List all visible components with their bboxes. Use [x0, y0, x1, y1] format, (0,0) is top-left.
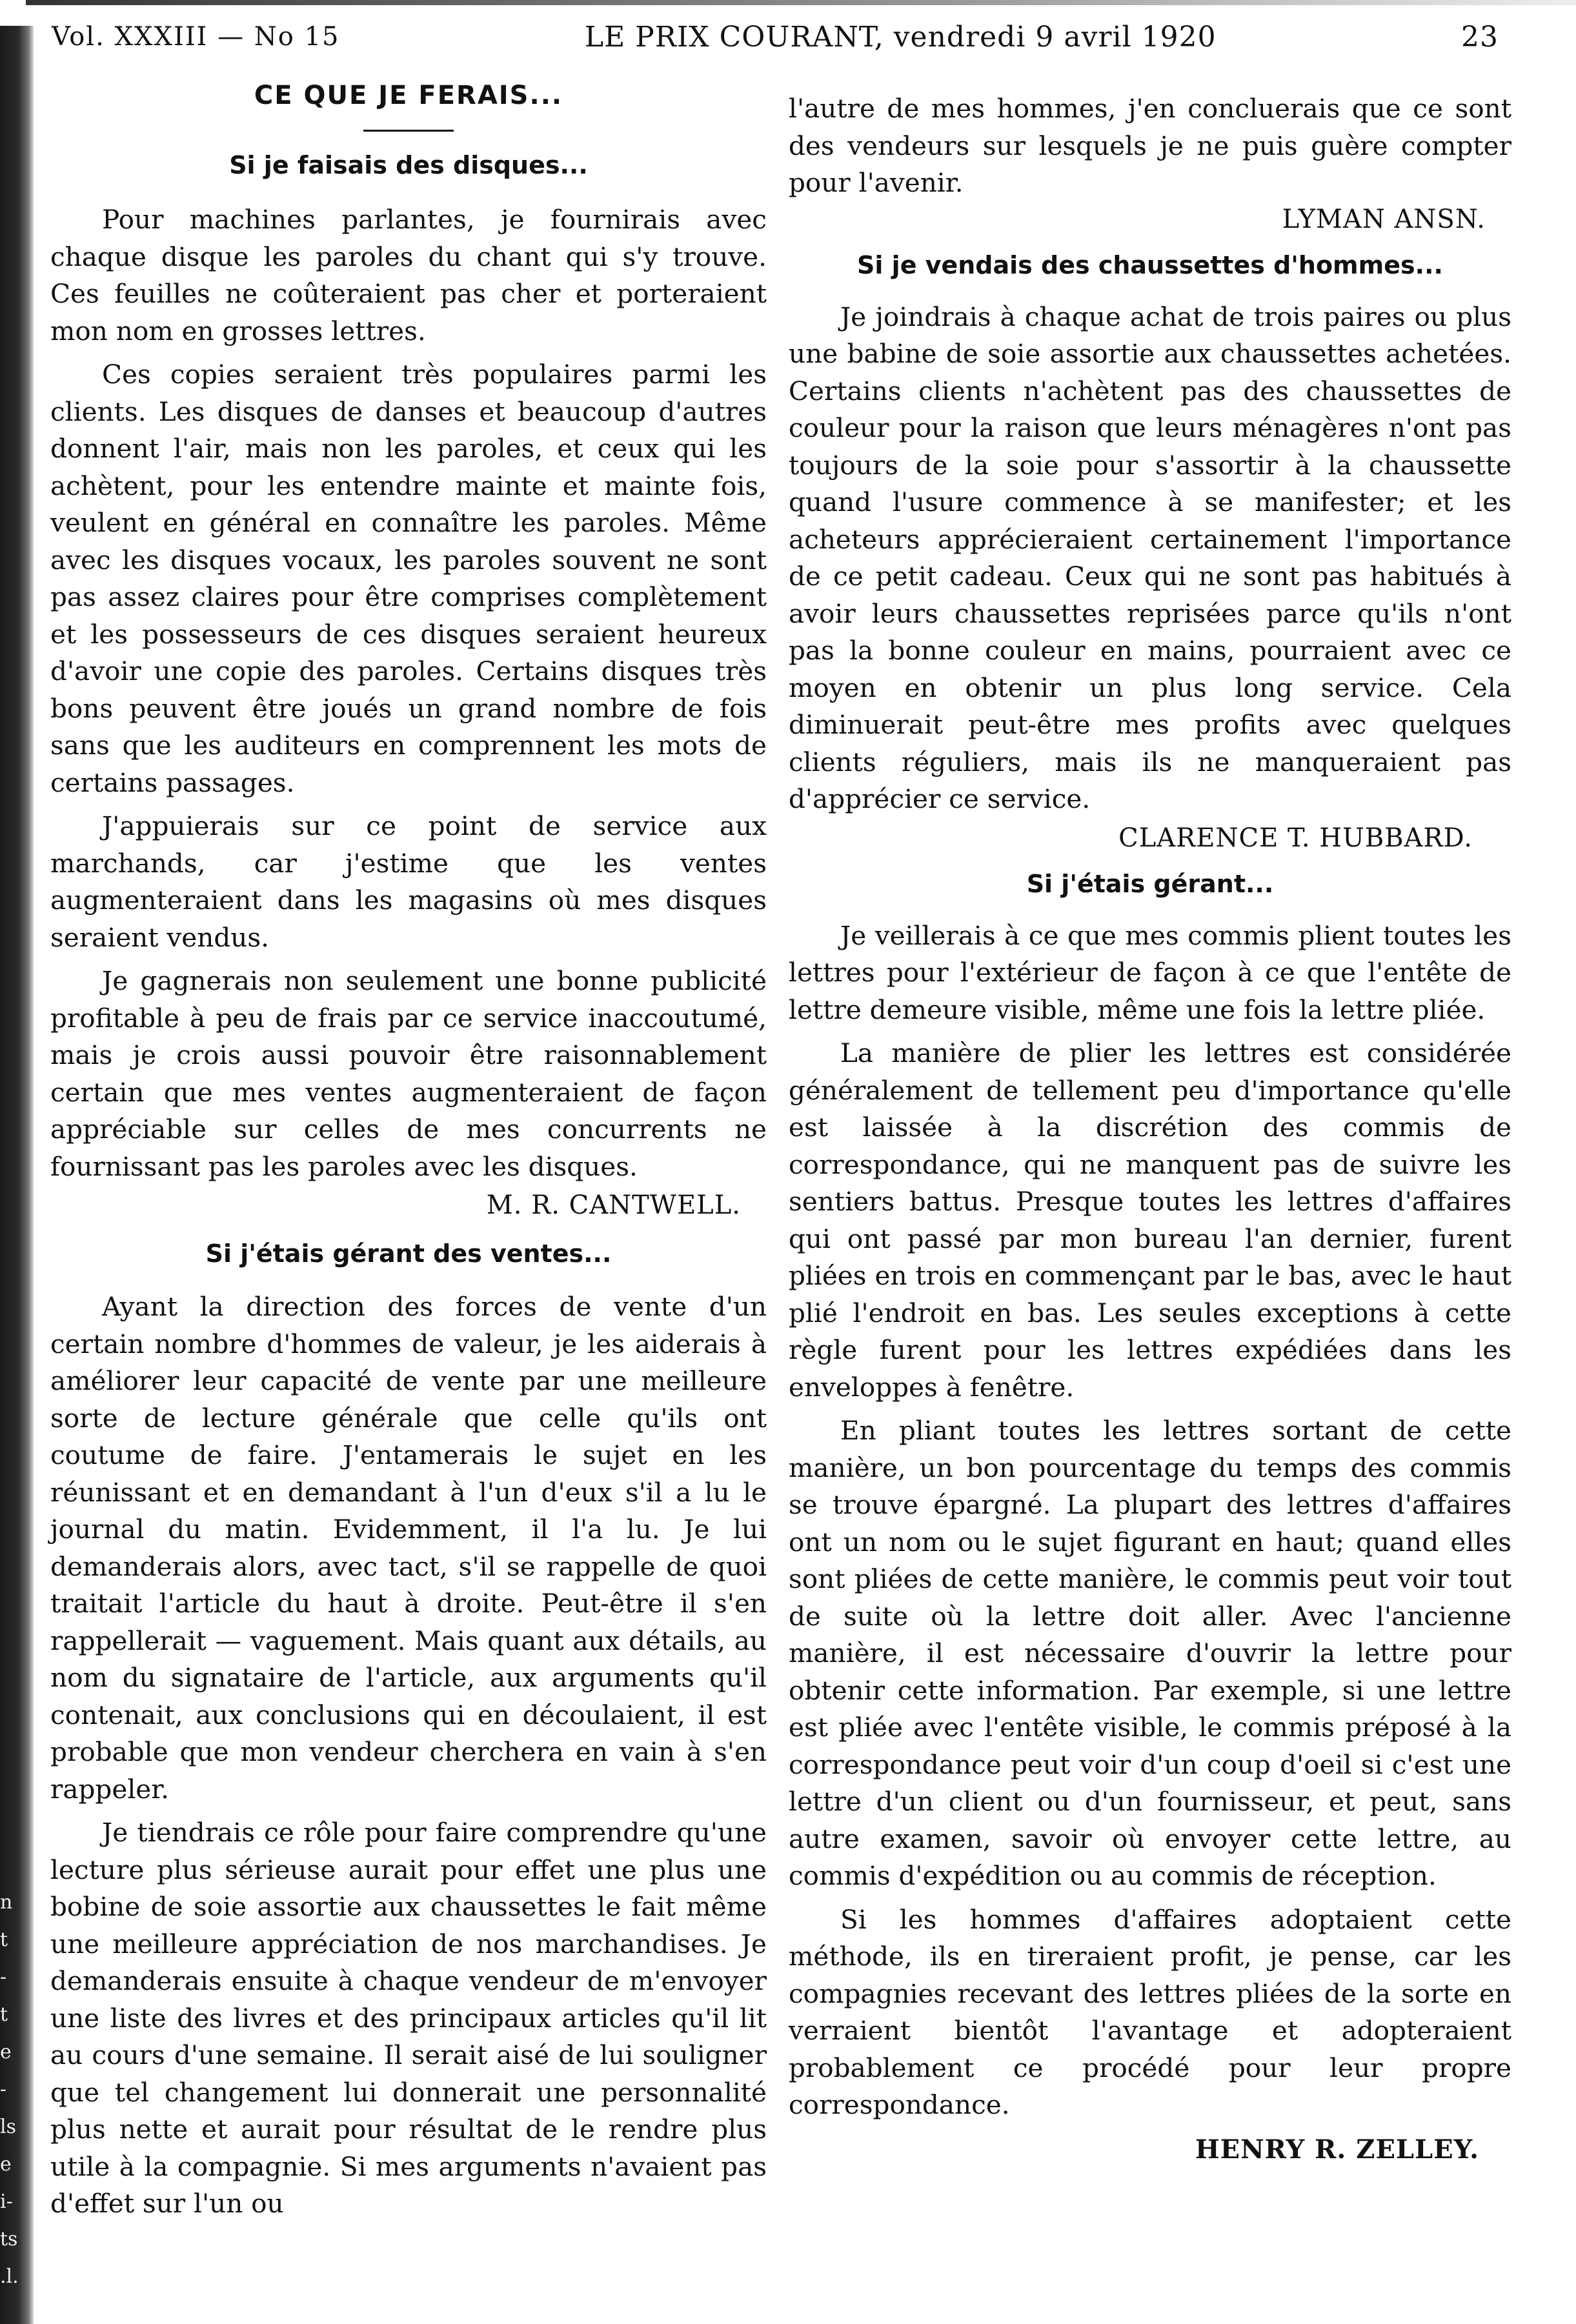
gutter-fragments: n t - t e - ls e i- ts .l.: [0, 1891, 19, 2288]
paragraph: Si les hommes d'affaires adoptaient cette méthode, ils en tireraient profit, je pense, car les compagnies recevant des lettres pliées de la sorte en verraient bientôt l'avantage et adopteraient probablement ce procédé pour leur propre correspondance.: [789, 1903, 1511, 2120]
signature-ansn: LYMAN ANSN.: [1282, 204, 1486, 234]
paragraph: Je joindrais à chaque achat de trois paires ou plus une babine de soie assortie aux chaussettes achetées. Certains clients n'achètent pas des chaussettes de couleur pour la raison que leurs ménagères n'ont pas toujours de la soie pour s'assortir à la chaussette quand l'usure commence à se manifester; et les acheteurs apprécieraient certainement l'importance de ce petit cadeau. Ceux qui ne sont pas habitués à avoir leurs chaussettes reprisées parce qu'ils n'ont pas la bonne couleur en mains, pourraient avec ce moyen en obtenir un plus long service. Cela diminuerait peut-être mes profits avec quelques clients réguliers, mais ils ne manqueraient pas d'apprécier ce service.: [789, 301, 1511, 814]
page-number: 23: [1460, 20, 1499, 54]
right-column: [789, 90, 1511, 2167]
masthead: LE PRIX COURANT, vendredi 9 avril 1920: [584, 20, 1217, 54]
section-heading-chaussettes: Si je vendais des chaussettes d'hommes...: [857, 250, 1443, 279]
section-heading-disques: Si je faisais des disques...: [229, 151, 588, 179]
paragraph: Pour machines parlantes, je fournirais avec chaque disque les paroles du chant qui s'y trouve. Ces feuilles ne coûteraient pas cher et porteraient mon nom en grosses lettres.: [50, 204, 767, 346]
title-rule: [363, 130, 454, 132]
binding-gutter: [0, 26, 34, 2324]
page-top-edge: [26, 0, 1576, 5]
paragraph: J'appuierais sur ce point de service aux marchands, car j'estime que les ventes augmenteraient dans les magasins où mes disques seraient vendus.: [50, 810, 767, 953]
left-column: [50, 81, 767, 2223]
paragraph: Je tiendrais ce rôle pour faire comprendre qu'une lecture plus sérieuse aurait pour effet une plus une bobine de soie assortie aux chaussettes le fait même une meilleure appréciation de nos marchandises. Je demanderais ensuite à chaque vendeur de m'envoyer une liste des livres et des principaux articles qu'il lit au cours d'une semaine. Il serait aisé de lui souligner que tel changement lui donnerait une personnalité plus nette et aurait pour résultat de le rendre plus utile à la compagnie. Si mes arguments n'avaient pas d'effet sur l'un ou: [50, 1817, 767, 2219]
paragraph: l'autre de mes hommes, j'en concluerais que ce sont des vendeurs sur lesquels je ne puis guère compter pour l'avenir.: [789, 93, 1511, 198]
article-title: CE QUE JE FERAIS...: [254, 81, 563, 110]
paragraph: Je gagnerais non seulement une bonne publicité profitable à peu de frais par ce service inaccoutumé, mais je crois aussi pouvoir être raisonnablement certain que mes ventes augmenteraient de façon appréciable sur celles de mes concurrents ne fournissant pas les paroles avec les disques.: [50, 965, 767, 1182]
paragraph: La manière de plier les lettres est considérée généralement de tellement peu d'importance qu'elle est laissée à la discrétion des commis de correspondance, qui ne manquent pas de suivre les sentiers battus. Presque toutes les lettres d'affaires qui ont passé par mon bureau l'an dernier, furent pliées en trois en commençant par le bas, avec le haut plié l'endroit en bas. Les seules exceptions à cette règle furent pour les lettres expédiées dans les enveloppes à fenêtre.: [789, 1037, 1511, 1403]
paragraph: En pliant toutes les lettres sortant de cette manière, un bon pourcentage du temps des commis se trouve épargné. La plupart des lettres d'affaires ont un nom ou le sujet figurant en haut; quand elles sont pliées de cette manière, le commis peut voir tout de suite où la lettre doit aller. Avec l'ancienne manière, il est nécessaire d'ouvrir la lettre pour obtenir cette information. Par exemple, si une lettre est pliée avec l'entête visible, le commis préposé à la correspondance peut voir d'un coup d'oeil si c'est une lettre d'un client ou d'un fournisseur, et peut, sans autre examen, savoir où envoyer cette lettre, au commis d'expédition ou au commis de réception.: [789, 1415, 1511, 1891]
volume-label: Vol. XXXIII — No 15: [52, 22, 340, 52]
paragraph: Je veillerais à ce que mes commis plient toutes les lettres pour l'extérieur de façon à ce que l'entête de lettre demeure visible, même une fois la lettre pliée.: [789, 919, 1511, 1025]
signature-zelley: HENRY R. ZELLEY.: [1195, 2134, 1479, 2165]
signature-hubbard: CLARENCE T. HUBBARD.: [1118, 823, 1473, 853]
paragraph: Ayant la direction des forces de vente d'un certain nombre d'hommes de valeur, je les aiderais à améliorer leur capacité de vente par une meilleure sorte de lecture générale que celle qu'ils ont coutume de faire. J'entamerais le sujet en les réunissant et en demandant à l'un d'eux s'il a lu le journal du matin. Evidemment, il l'a lu. Je lui demanderais alors, avec tact, s'il se rappelle de quoi traitait l'article du haut à droite. Peut-être il s'en rappellerait — vaguement. Mais quant aux détails, au nom du signataire de l'article, aux arguments qu'il contenait, aux conclusions qui en découlaient, il est probable que mon vendeur cherchera en vain à s'en rappeler.: [50, 1291, 767, 1805]
paragraph: Ces copies seraient très populaires parmi les clients. Les disques de danses et beaucoup d'autres donnent l'air, mais non les paroles, et ceux qui les achètent, pour les entendre mainte et mainte fois, veulent en général en connaître les paroles. Même avec les disques vocaux, les paroles souvent ne sont pas assez claires pour être comprises complètement et les possesseurs de ces disques seraient heureux d'avoir une copie des paroles. Certains disques très bons peuvent être joués un grand nombre de fois sans que les auditeurs en comprennent les mots de certains passages.: [50, 359, 767, 798]
section-heading-gerant-ventes: Si j'étais gérant des ventes...: [205, 1239, 612, 1268]
page-header: [52, 14, 1499, 59]
signature-cantwell: M. R. CANTWELL.: [486, 1190, 741, 1220]
section-heading-gerant: Si j'étais gérant...: [1026, 869, 1274, 898]
